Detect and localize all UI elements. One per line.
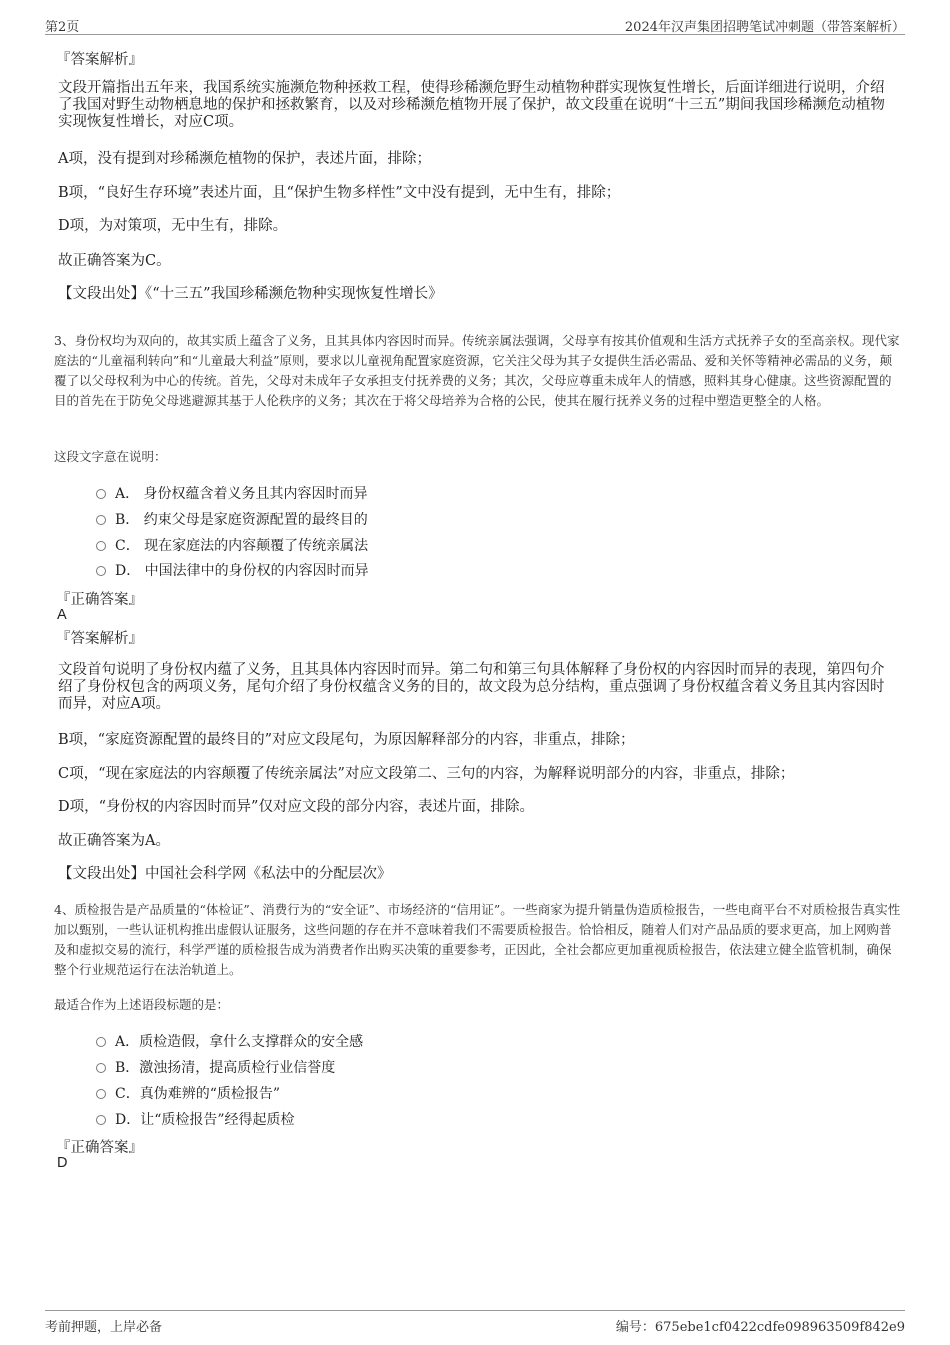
correct-answer-label: 『正确答案』 — [56, 592, 143, 608]
passage-source: 【文段出处】《“十三五”我国珍稀濒危物种实现恢复性增长》 — [58, 286, 443, 302]
question-3-option-b[interactable]: B． 约束父母是家庭资源配置的最终目的 — [96, 509, 368, 529]
document-title: 2024年汉声集团招聘笔试冲刺题（带答案解析） — [624, 20, 905, 35]
analysis-label: 『答案解析』 — [56, 631, 143, 647]
radio-icon[interactable] — [96, 566, 106, 576]
radio-icon[interactable] — [96, 541, 106, 551]
analysis-label: 『答案解析』 — [56, 52, 143, 68]
explanation-paragraph: 文段开篇指出五年来，我国系统实施濒危物种拯救工程，使得珍稀濒危野生动植物种群实现恢复性增长，后面详细进行说明，介绍了我国对野生动物栖息地的保护和拯救繁育，以及对珍稀濒危植物开展了保护，故文段重在说明“十三五”期间我国珍稀濒危动植物实现恢复性增长，对应C项。 — [58, 80, 885, 130]
answer-conclusion: 故正确答案为A。 — [58, 833, 170, 849]
correct-answer-value: A — [57, 607, 67, 623]
question-3-option-d[interactable]: D． 中国法律中的身份权的内容因时而异 — [96, 560, 369, 580]
radio-icon[interactable] — [96, 1089, 106, 1099]
page-number: 第2页 — [45, 20, 80, 35]
radio-icon[interactable] — [96, 1115, 106, 1125]
note-d: D项，“身份权的内容因时而异”仅对应文段的部分内容，表述片面，排除。 — [58, 799, 534, 815]
note-b: B项，“家庭资源配置的最终目的”对应文段尾句，为原因解释部分的内容，非重点，排除； — [58, 732, 635, 748]
question-4-option-b[interactable]: B．激浊扬清，提高质检行业信誉度 — [96, 1057, 335, 1077]
document-code: 编号：675ebe1cf0422cdfe098963509f842e9 — [615, 1320, 905, 1335]
note-d: D项，为对策项，无中生有，排除。 — [58, 218, 288, 234]
question-3-text: 3、身份权均为双向的，故其实质上蕴含了义务，且其具体内容因时而异。传统亲属法强调，父母享有按其价值观和生活方式抚养子女的至高亲权。现代家庭法的“儿童福利转向”和“儿童最大利益”原则，要求以儿童视角配置家庭资源，它关注父母为其子女提供生活必需品、爱和关怀等精神必需品的义务，颠覆了以父母权利为中心的传统。首先，父母对未成年子女承担支付抚养费的义务；其次，父母应尊重未成年人的情感，照料其身心健康。这些资源配置的目的首先在于防免父母逃避源其基于人伦秩序的义务；其次在于将父母培养为合格的公民，使其在履行抚养义务的过程中塑造更整全的人格。 — [54, 333, 900, 408]
question-4-prompt: 最适合作为上述语段标题的是： — [54, 997, 230, 1012]
radio-icon[interactable] — [96, 1037, 106, 1047]
page-header — [45, 14, 905, 35]
question-4-text: 4、质检报告是产品质量的“体检证”、消费行为的“安全证”、市场经济的“信用证”。一些商家为提升销量伪造质检报告，一些电商平台不对质检报告真实性加以甄别，一些认证机构推出虚假认证服务，这些问题的存在并不意味着我们不需要质检报告。恰恰相反，随着人们对产品品质的要求更高，加上网购普及和虚拟交易的流行，科学严谨的质检报告成为消费者作出购买决策的重要参考，正因此，全社会都应更加重视质检报告，依法建立健全监管机制，确保整个行业规范运行在法治轨道上。 — [54, 902, 901, 977]
answer-conclusion: 故正确答案为C。 — [58, 253, 171, 269]
correct-answer-label: 『正确答案』 — [56, 1140, 143, 1156]
question-4-option-d[interactable]: D．让“质检报告”经得起质检 — [96, 1109, 295, 1129]
question-3-prompt: 这段文字意在说明： — [54, 449, 167, 464]
radio-icon[interactable] — [96, 489, 106, 499]
radio-icon[interactable] — [96, 1063, 106, 1073]
question-3-option-c[interactable]: C． 现在家庭法的内容颠覆了传统亲属法 — [96, 535, 368, 555]
radio-icon[interactable] — [96, 515, 106, 525]
note-a: A项，没有提到对珍稀濒危植物的保护，表述片面，排除； — [58, 151, 431, 167]
page-footer — [45, 1310, 905, 1335]
correct-answer-value: D — [57, 1155, 68, 1171]
footer-slogan: 考前押题，上岸必备 — [45, 1320, 163, 1335]
question-4-option-c[interactable]: C．真伪难辨的“质检报告” — [96, 1083, 280, 1103]
question-3-option-a[interactable]: A． 身份权蕴含着义务且其内容因时而异 — [96, 483, 368, 503]
explanation-paragraph: 文段首句说明了身份权内蕴了义务，且其具体内容因时而异。第二句和第三句具体解释了身份权的内容因时而异的表现，第四句介绍了身份权包含的两项义务，尾句介绍了身份权蕴含义务的目的，故文段为总分结构，重点强调了身份权蕴含着义务且其内容因时而异，对应A项。 — [58, 662, 885, 712]
note-b: B项，“良好生存环境”表述片面，且“保护生物多样性”文中没有提到，无中生有，排除； — [58, 185, 621, 201]
note-c: C项，“现在家庭法的内容颠覆了传统亲属法”对应文段第二、三句的内容，为解释说明部分的内容，非重点，排除； — [58, 766, 795, 782]
question-4-option-a[interactable]: A．质检造假，拿什么支撑群众的安全感 — [96, 1031, 363, 1051]
passage-source: 【文段出处】中国社会科学网《私法中的分配层次》 — [58, 866, 392, 882]
